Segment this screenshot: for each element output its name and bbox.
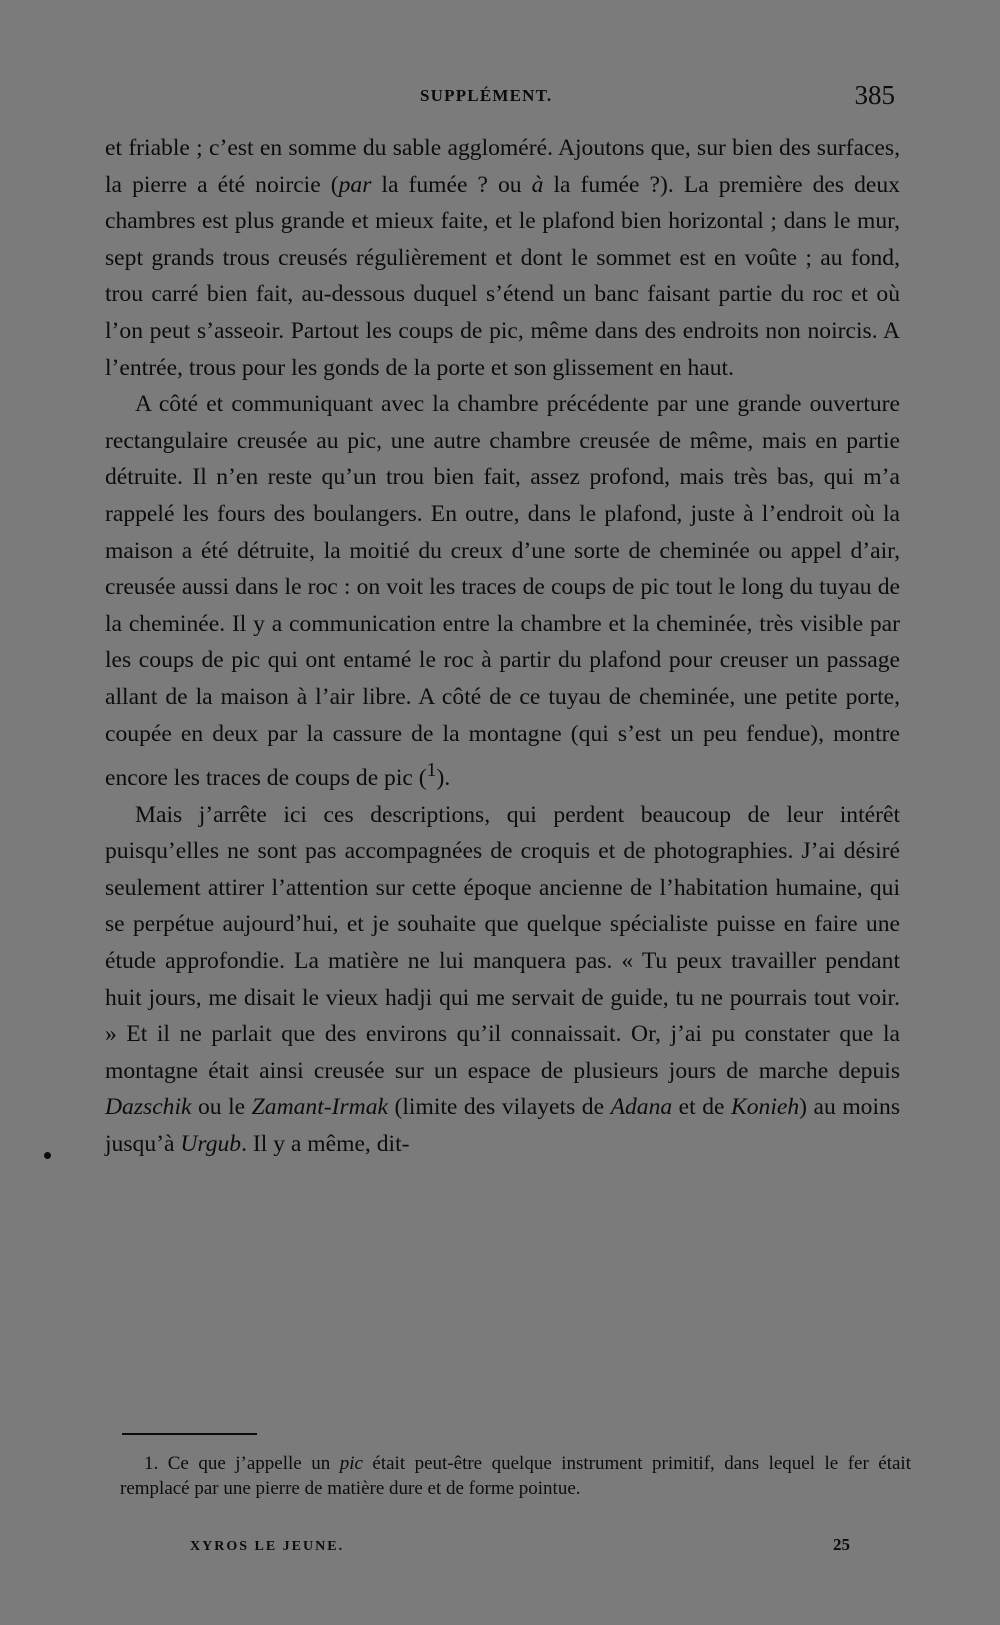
place-name: Dazschik [105,1094,192,1121]
running-head [105,80,895,112]
footnote-number: 1. [144,1453,159,1474]
footnote-italic: pic [339,1453,363,1474]
running-title: SUPPLÉMENT. [420,86,553,105]
text-run: ). [436,764,451,791]
italic-word: par [338,171,372,198]
footnote [120,1451,911,1501]
place-name: Zamant-Irmak [251,1094,388,1121]
signature-number: 25 [833,1535,850,1554]
page-number: 385 [854,80,895,110]
footnote-rule [122,1433,257,1435]
text-run: Mais j’arrête ici ces descriptions, qui perdent beaucoup de leur intérêt puisqu’elles ne sont pas accompagnées de croquis et de photographies. J’ai désiré seulement attirer l’attention sur cette époque ancienne de l’habitation humaine, qui se perpétue aujourd’hui, et je souhaite que quelque spécialiste puisse en faire une étude approfondie. La matière ne lui manquera pas. « Tu peux travailler pendant huit jours, me disait le vieux hadji qui me servait de guide, tu ne pourrais tout voir. » Et il ne parlait que des environs qu’il connaissait. Or, j’ai pu constater que la montagne était ainsi creusée sur un espace de plusieurs jours de marche depuis [105,801,900,1084]
text-run: (limite des vilayets de [387,1094,611,1121]
paragraph-1 [105,130,900,386]
paragraph-2 [105,386,900,796]
footnote-ref: 1 [426,759,437,782]
main-text [105,130,900,1162]
signature-mark: XYROS LE JEUNE. [190,1539,345,1554]
text-run: et friable ; c’est en somme du sable aggloméré. Ajoutons que, sur bien des surfaces, la pierre a été noircie ( [105,135,900,198]
footnote-text: était peut-être quelque instrument primitif, dans lequel le fer était remplacé par une pierre de matière dure et de forme pointue. [120,1453,911,1499]
text-run: la fumée ?). La première des deux chambres est plus grande et mieux faite, et le plafond bien horizontal ; dans le mur, sept grands trous creusés régulièrement et dont le sommet est en voûte ; au fond, trou carré bien fait, au-dessous duquel s’étend un banc faisant partie du roc et où l’on peut s’asseoir. Partout les coups de pic, même dans des endroits non noircis. A l’entrée, trous pour les gonds de la porte et son glissement en haut. [105,171,900,381]
place-name: Konieh [731,1094,800,1121]
footnote-text: Ce que j’appelle un [158,1453,340,1474]
italic-word: à [531,171,544,198]
text-run: A côté et communiquant avec la chambre précédente par une grande ouverture rectangulaire creusée au pic, une autre chambre creusée de même, mais en partie détruite. Il n’en reste qu’un trou bien fait, assez profond, mais très bas, qui m’a rappelé les fours des boulangers. En outre, dans le plafond, juste à l’endroit où la maison a été détruite, la moitié du creux d’une sorte de cheminée ou appel d’air, creusée aussi dans le roc : on voit les traces de coups de pic tout le long du tuyau de la cheminée. Il y a communication entre la chambre et la cheminée, très visible par les coups de pic qui ont entamé le roc à partir du plafond pour creuser un passage allant de la maison à l’air libre. A côté de ce tuyau de cheminée, une petite porte, coupée en deux par la cassure de la montagne (qui s’est un peu fendue), montre encore les traces de coups de pic ( [105,391,900,791]
place-name: Adana [610,1094,673,1121]
place-name: Urgub [180,1130,242,1157]
text-run: . Il y a même, dit- [241,1130,410,1157]
signature-line [190,1535,850,1559]
text-run: ou le [191,1094,252,1121]
margin-dot [44,1152,51,1159]
paragraph-3 [105,797,900,1163]
text-run: ) au moins jusqu’à [105,1094,901,1157]
text-run: et de [672,1094,732,1121]
text-run: la fumée ? ou [371,171,532,198]
